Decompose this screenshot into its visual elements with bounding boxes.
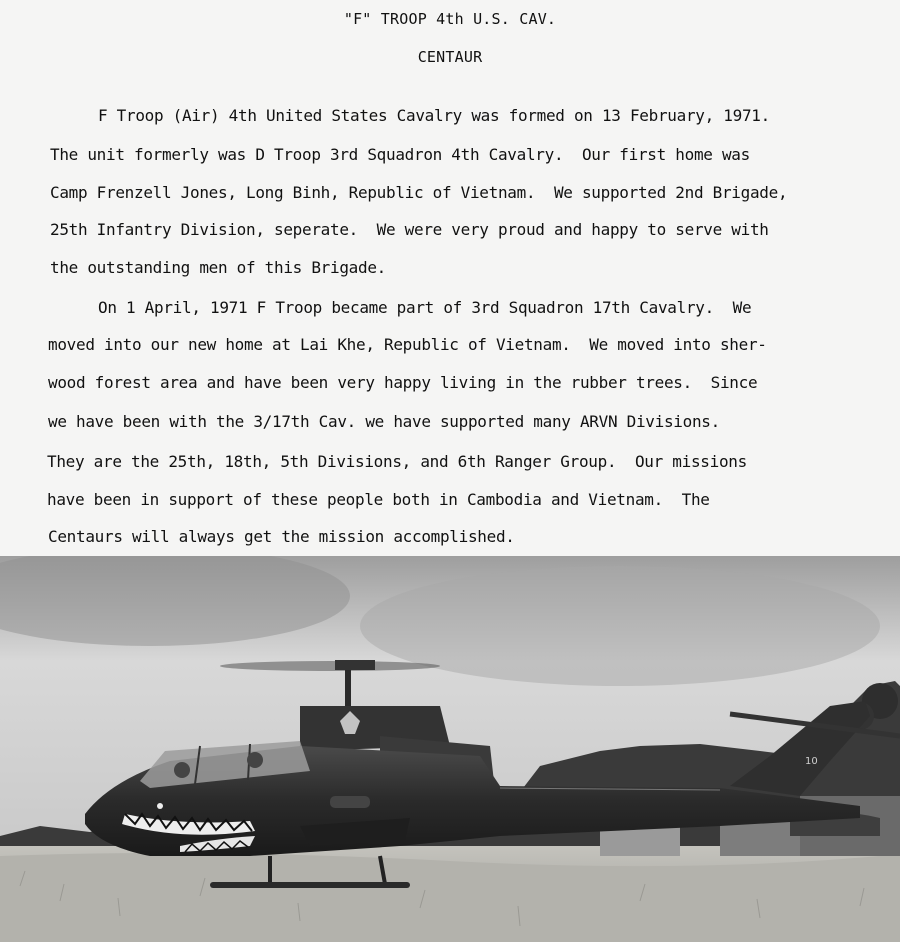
document-subheading: CENTAUR [417,48,483,66]
text-line: The unit formerly was D Troop 3rd Squadron 4th Cavalry. Our first home was [50,145,750,164]
tail-number-text: 10 [805,756,818,767]
text-line: F Troop (Air) 4th United States Cavalry was formed on 13 February, 1971. [98,106,770,125]
text-line: 25th Infantry Division, seperate. We were very proud and happy to serve with [50,220,769,239]
text-line: the outstanding men of this Brigade. [50,258,386,277]
text-line: wood forest area and have been very happy living in the rubber trees. Since [48,373,758,392]
helicopter-photo [0,556,900,942]
text-line: They are the 25th, 18th, 5th Divisions, and 6th Ranger Group. Our missions [47,452,747,471]
document-heading: "F" TROOP 4th U.S. CAV. [343,10,557,28]
text-line: Centaurs will always get the mission accomplished. [48,527,515,546]
text-line: On 1 April, 1971 F Troop became part of 3rd Squadron 17th Cavalry. We [98,298,752,317]
text-line: moved into our new home at Lai Khe, Republic of Vietnam. We moved into sher- [48,335,767,354]
text-line: Camp Frenzell Jones, Long Binh, Republic of Vietnam. We supported 2nd Brigade, [50,183,788,202]
text-line: we have been with the 3/17th Cav. we have supported many ARVN Divisions. [48,412,720,431]
text-line: have been in support of these people both in Cambodia and Vietnam. The [47,490,710,509]
